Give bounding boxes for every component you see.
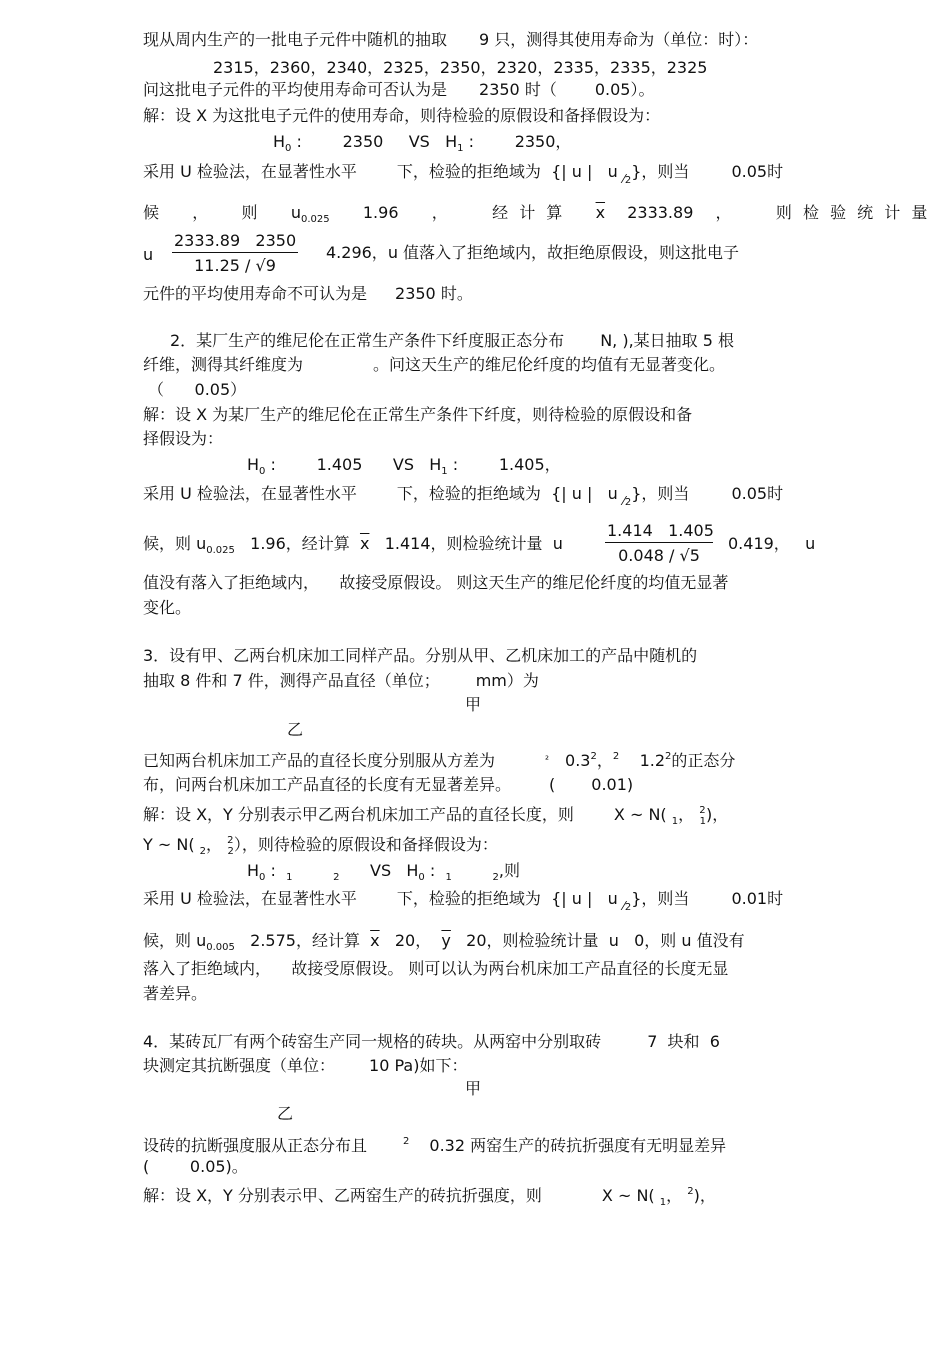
p3-line2: 抽取 8 件和 7 件，测得产品直径（单位； mm）为 <box>143 671 539 690</box>
p3-question: 布，问两台机床加工产品直径的长度有无显著差异。 ( 0.01) <box>143 775 634 794</box>
p3-line1: 3．设有甲、乙两台机床加工同样产品。分别从甲、乙机床加工的产品中随机的 <box>143 646 698 665</box>
p4-line1: 4．某砖瓦厂有两个砖窑生产同一规格的砖块。从两窑中分别取砖 7 块和 6 <box>143 1032 720 1051</box>
p4-known: 设砖的抗断强度服从正态分布且 $^2$ 0.32 两窑生产的砖抗折强度有无明显差异 <box>143 1136 727 1155</box>
p1-line1: 现从周内生产的一批电子元件中随机的抽取 9 只，测得其使用寿命为（单位：时）： <box>143 30 759 49</box>
p1-solution: 解：设 X 为这批电子元件的使用寿命，则待检验的原假设和备择假设为： <box>143 106 661 125</box>
p2-conclusion2: 变化。 <box>143 598 192 617</box>
p2-calc: 候，则 $u_{0.025}$ 1.96，经计算 $\overline{x}$ 1.414，则检验统计量 u <box>143 534 563 556</box>
p4-label-yi: 乙 <box>277 1104 294 1123</box>
p2-hypotheses: $H_0$ : 1.405 VS $H_1$ : 1.405， <box>247 455 561 477</box>
p1-data: 2315，2360，2340，2325，2350，2320，2335，2335，2325 <box>213 58 708 77</box>
p3-conclusion2: 著差异。 <box>143 984 208 1003</box>
p3-label-yi: 乙 <box>287 720 304 739</box>
p2-line3: （ 0.05） <box>148 380 247 399</box>
p3-conclusion1: 落入了拒绝域内， 故接受原假设。 则可以认为两台机床加工产品直径的长度无显 <box>143 959 729 978</box>
p1-method: 采用 U 检验法，在显著性水平 下，检验的拒绝域为 {| u | u ⁄2}，则当 0.05时 <box>143 162 784 186</box>
p3-known: 已知两台机床加工产品的直径长度分别服从方差为 ² $0.3^2$，$^2$ $1.2^2$的正态分 <box>143 751 736 770</box>
p4-label-jia: 甲 <box>465 1079 482 1098</box>
p4-alpha: ( 0.05)。 <box>143 1157 248 1176</box>
p2-conclusion1: 值没有落入了拒绝域内， 故接受原假设。 则这天生产的维尼伦纤度的均值无显著 <box>143 573 729 592</box>
p3-method: 采用 U 检验法，在显著性水平 下，检验的拒绝域为 {| u | u ⁄2}，则当 0.01时 <box>143 889 784 913</box>
p4-solution: 解：设 X，Y 分别表示甲、乙两窑生产的砖抗折强度，则 X ~ N( $_1$， $^2$)， <box>143 1186 716 1208</box>
p1-line3: 问这批电子元件的平均使用寿命可否认为是 2350 时（ 0.05）。 <box>143 80 655 99</box>
p3-calc: 候，则 $u_{0.005}$ 2.575，经计算 $\overline{x}$ 20， $\overline{y}$ 20，则检验统计量 u 0，则 u 值没有 <box>143 931 745 953</box>
p3-hypotheses: $H_0$ : $_1$ $_2$ VS $H_0$ : $_1$ $_2$,则 <box>247 861 520 883</box>
p3-ydist: Y ~ N( $_2$， $^2_2$），则待检验的原假设和备择假设为： <box>143 835 498 857</box>
p2-statistic-fraction: $\frac{1.414 1.405}{0.048 / √5}$ <box>607 521 714 565</box>
p2-line1: 2．某厂生产的维尼伦在正常生产条件下纤度服正态分布 N, ),某日抽取 5 根 <box>170 331 735 350</box>
p4-line2: 块测定其抗断强度（单位： 10 Pa)如下： <box>143 1056 468 1075</box>
p1-u: u <box>143 245 154 264</box>
p1-hypotheses: $H_0$ : 2350 VS $H_1$ : 2350， <box>273 132 572 154</box>
p3-label-jia: 甲 <box>465 695 482 714</box>
p1-final: 元件的平均使用寿命不可认为是 2350 时。 <box>143 284 473 303</box>
p1-conclusion: 4.296，u 值落入了拒绝域内，故拒绝原假设，则这批电子 <box>326 243 740 262</box>
p2-solution1: 解：设 X 为某厂生产的维尼伦在正常生产条件下纤度，则待检验的原假设和备 <box>143 405 693 424</box>
p1-calc: 候 ， 则 $u_{0.025}$ 1.96 ， 经 计 算 $\overline{x}$ 2333.89 ， 则 检 验 统 计 量 <box>143 203 928 225</box>
p2-method: 采用 U 检验法，在显著性水平 下，检验的拒绝域为 {| u | u ⁄2}，则当 0.05时 <box>143 484 784 508</box>
p1-statistic-fraction: $\frac{2333.89 2350}{11.25 / √9}$ <box>174 231 297 275</box>
p2-line2: 纤维，测得其纤维度为 。问这天生产的维尼伦纤度的均值有无显著变化。 <box>143 355 726 374</box>
p2-solution2: 择假设为： <box>143 429 224 448</box>
p2-stat: 0.419， u <box>728 534 816 553</box>
p3-solution: 解：设 X，Y 分别表示甲乙两台机床加工产品的直径长度，则 X ~ N( $_1$， $^2_1$)， <box>143 805 729 827</box>
